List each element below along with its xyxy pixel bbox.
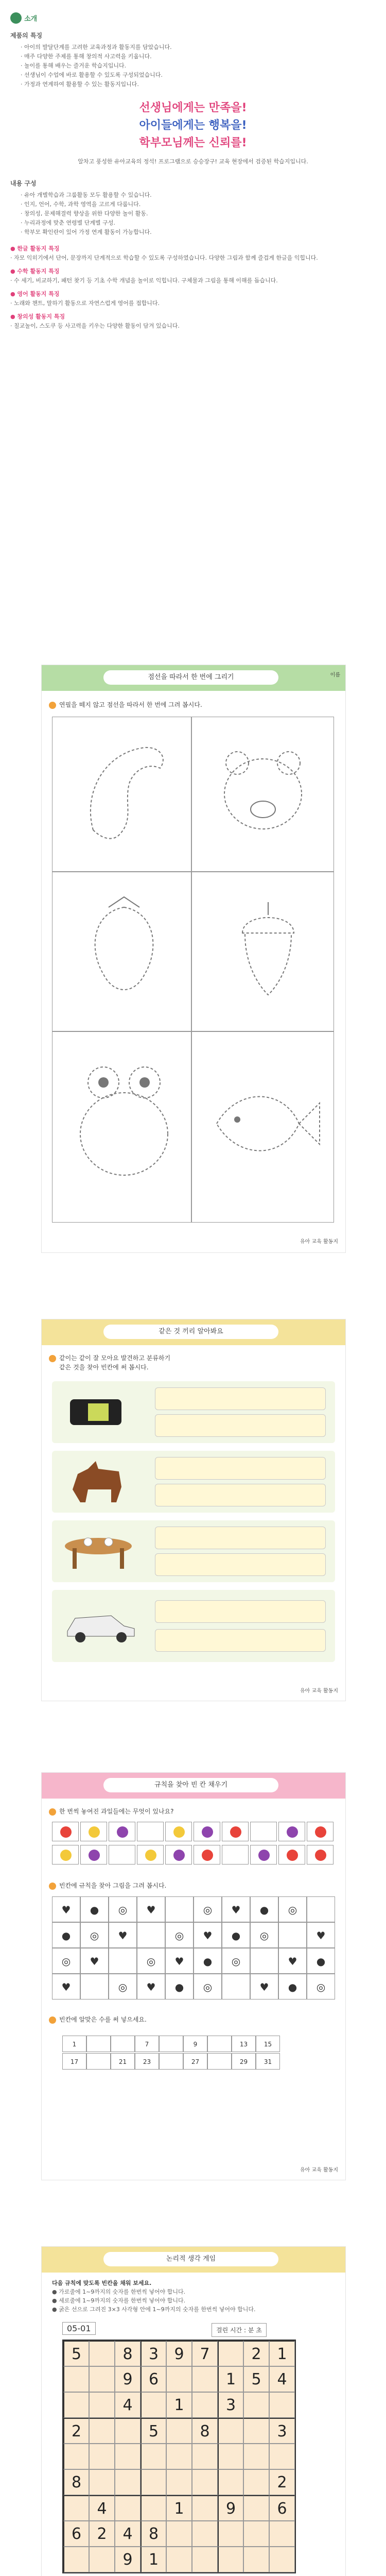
- number-cell[interactable]: [207, 2036, 232, 2052]
- symbol-cell[interactable]: ◎: [165, 1922, 194, 1948]
- sudoku-cell[interactable]: [89, 2444, 115, 2469]
- question-text: 한 번씩 놓여진 과일들에는 무엇이 있나요?: [59, 1808, 174, 1815]
- symbol-cell[interactable]: ◎: [278, 1896, 307, 1922]
- sudoku-cell[interactable]: [63, 2366, 89, 2392]
- feature-list: [21, 43, 376, 89]
- rule-line: ● 가로줄에 1~9까지의 숫자를 한번씩 넣어야 합니다.: [52, 2289, 186, 2295]
- rule-line: ● 세로줄에 1~9까지의 숫자를 한번씩 넣어야 합니다.: [52, 2297, 186, 2304]
- sudoku-cell[interactable]: [63, 2392, 89, 2418]
- symbol-cell[interactable]: ♥: [278, 1948, 307, 1974]
- sudoku-cell[interactable]: [218, 2521, 243, 2547]
- symbol-cell[interactable]: ♥: [109, 1922, 137, 1948]
- slogan-note: 알차고 풍성한 유아교육의 정석! 프로그램으로 승승장구! 교육 현장에서 검증된 학습지입니다.: [78, 158, 308, 165]
- sudoku-cell: 6: [63, 2521, 89, 2547]
- sudoku-cell: 3: [269, 2418, 295, 2444]
- sudoku-cell[interactable]: [141, 2392, 166, 2418]
- symbol-cell[interactable]: ♥: [250, 1974, 278, 1999]
- sudoku-cell[interactable]: [192, 2521, 218, 2547]
- sudoku-cell[interactable]: [115, 2444, 141, 2469]
- number-grid: [62, 2036, 284, 2072]
- fruit-cell: [278, 1845, 305, 1865]
- sudoku-cell[interactable]: [243, 2495, 269, 2521]
- sudoku-cell: 4: [269, 2366, 295, 2392]
- number-cell: 7: [135, 2036, 159, 2052]
- symbol-cell[interactable]: ◎: [137, 1948, 165, 1974]
- sudoku-cell: 5: [141, 2418, 166, 2444]
- symbol-cell[interactable]: [250, 1948, 278, 1974]
- sudoku-cell[interactable]: [243, 2547, 269, 2572]
- question-text: 연필을 떼지 않고 점선을 따라서 한 번에 그려 봅시다.: [59, 701, 202, 708]
- symbol-cell[interactable]: ●: [80, 1896, 109, 1922]
- question: [49, 1353, 170, 1372]
- content-item: · 창의성, 문제해결력 향상을 위한 다양한 놀이 활동.: [21, 210, 148, 217]
- sub-section-text: · 칠교놀이, 스도쿠 등 사고력을 키우는 다양한 활동이 담겨 있습니다.: [10, 323, 180, 329]
- acorn-icon: [227, 892, 309, 1010]
- question: [49, 700, 202, 709]
- fruit-icon: [117, 1826, 128, 1838]
- symbol-cell[interactable]: ●: [222, 1922, 250, 1948]
- sudoku-cell[interactable]: [218, 2469, 243, 2495]
- worksheet-sudoku: [41, 2246, 346, 2576]
- sudoku-cell[interactable]: [89, 2341, 115, 2366]
- symbol-cell[interactable]: ♥: [137, 1974, 165, 1999]
- sudoku-cell[interactable]: [269, 2444, 295, 2469]
- symbol-cell[interactable]: ♥: [52, 1896, 80, 1922]
- sudoku-cell: 1: [166, 2495, 192, 2521]
- sheet-title: 점선을 따라서 한 번에 그리기: [103, 670, 278, 685]
- fruit-cell: [80, 1822, 107, 1841]
- symbol-grid: [52, 1896, 335, 1999]
- number-cell[interactable]: [159, 2053, 183, 2070]
- sudoku-cell[interactable]: [269, 2392, 295, 2418]
- symbol-cell[interactable]: ♥: [52, 1974, 80, 1999]
- sub-section-title: ● 영어 활동지 특징: [10, 291, 60, 297]
- fruit-icon: [173, 1850, 185, 1861]
- badge-icon: [10, 12, 22, 24]
- fruit-cell: [109, 1822, 135, 1841]
- footer-note: 유아 교육 활동지: [300, 1688, 338, 1694]
- number-cell[interactable]: [207, 2053, 232, 2070]
- sudoku-cell[interactable]: [192, 2444, 218, 2469]
- number-cell: 1: [62, 2036, 86, 2052]
- sudoku-cell: 6: [269, 2495, 295, 2521]
- sub-sections: [10, 244, 376, 331]
- fruit-icon: [202, 1850, 213, 1861]
- number-cell: 17: [62, 2053, 86, 2070]
- symbol-cell[interactable]: ◎: [109, 1974, 137, 1999]
- symbol-cell[interactable]: ●: [52, 1922, 80, 1948]
- sudoku-cell[interactable]: [269, 2547, 295, 2572]
- rule-line: ● 굵은 선으로 그려진 3×3 사각형 안에 1~9까지의 숫자를 한번씩 넣어야 합니다.: [52, 2306, 256, 2313]
- intro-section: [10, 12, 376, 331]
- sudoku-rules: [52, 2279, 330, 2314]
- feature-item: · 가정과 연계하여 활용할 수 있는 활동지입니다.: [21, 81, 139, 88]
- sudoku-cell[interactable]: [218, 2444, 243, 2469]
- answer-box[interactable]: [155, 1527, 326, 1549]
- fruit-cell: [80, 1845, 107, 1865]
- footer-note: 유아 교육 활동지: [300, 2167, 338, 2173]
- sudoku-cell[interactable]: [243, 2418, 269, 2444]
- number-cell[interactable]: [86, 2053, 111, 2070]
- sudoku-cell: 4: [115, 2521, 141, 2547]
- symbol-cell[interactable]: ◎: [250, 1922, 278, 1948]
- sudoku-cell[interactable]: [115, 2418, 141, 2444]
- sudoku-cell[interactable]: [89, 2392, 115, 2418]
- dolphin-icon: [73, 732, 176, 851]
- sudoku-cell[interactable]: [166, 2469, 192, 2495]
- fruit-cell: [194, 1845, 220, 1865]
- sudoku-cell: 8: [115, 2341, 141, 2366]
- slogan-line: 선생님에게는 만족을!: [139, 101, 247, 114]
- question: [49, 2015, 147, 2024]
- answer-box[interactable]: [155, 1457, 326, 1480]
- sudoku-cell: 8: [192, 2418, 218, 2444]
- sudoku-cell[interactable]: [192, 2469, 218, 2495]
- sudoku-grid: [62, 2340, 296, 2573]
- symbol-cell[interactable]: ◎: [80, 1922, 109, 1948]
- sub-section-title: ● 한글 활동지 특징: [10, 245, 60, 252]
- answer-box[interactable]: [155, 1414, 326, 1437]
- sudoku-cell[interactable]: [63, 2495, 89, 2521]
- sudoku-cell: 9: [166, 2341, 192, 2366]
- sub-section-text: · 수 세기, 비교하기, 패턴 찾기 등 기초 수학 개념을 놀이로 익힙니다. 구체물과 그림을 통해 이해를 돕습니다.: [10, 277, 278, 284]
- sudoku-cell[interactable]: [192, 2495, 218, 2521]
- pencil-icon: [49, 1883, 56, 1890]
- sheet-header: [42, 665, 345, 691]
- sudoku-cell: 1: [141, 2547, 166, 2572]
- answer-box[interactable]: [155, 1629, 326, 1652]
- symbol-cell[interactable]: ♥: [137, 1896, 165, 1922]
- symbol-cell[interactable]: [165, 1896, 194, 1922]
- sudoku-cell[interactable]: [89, 2469, 115, 2495]
- number-cell[interactable]: [86, 2036, 111, 2052]
- sudoku-cell: 8: [141, 2521, 166, 2547]
- number-cell: 21: [111, 2053, 135, 2070]
- sudoku-cell: 3: [218, 2392, 243, 2418]
- sudoku-cell[interactable]: [115, 2469, 141, 2495]
- sheet-title: 같은 것 끼리 알아봐요: [103, 1325, 278, 1339]
- fruit-cell: [52, 1822, 79, 1841]
- content-item: · 누리과정에 맞춘 연령별 단계별 구성.: [21, 219, 115, 226]
- fruit-row: [52, 1822, 335, 1842]
- sudoku-cell: 9: [115, 2547, 141, 2572]
- feature-item: · 놀이를 통해 배우는 즐거운 학습지입니다.: [21, 62, 127, 69]
- bear-icon: [217, 737, 309, 840]
- fruit-icon: [287, 1826, 298, 1838]
- table-icon: [62, 1531, 134, 1572]
- slogan-line: 아이들에게는 행복을!: [139, 119, 247, 132]
- sudoku-cell[interactable]: [192, 2392, 218, 2418]
- puzzle-id: 05-01: [62, 2322, 96, 2335]
- fruit-icon: [258, 1850, 270, 1861]
- sudoku-cell[interactable]: [166, 2521, 192, 2547]
- sudoku-cell[interactable]: [166, 2444, 192, 2469]
- symbol-cell[interactable]: ♥: [80, 1948, 109, 1974]
- content-item: · 인지, 언어, 수학, 과학 영역을 고르게 다룹니다.: [21, 201, 141, 208]
- question-text: 같이는 같이 잘 모아요 발견하고 분류하기: [59, 1354, 171, 1362]
- sudoku-cell[interactable]: [218, 2418, 243, 2444]
- symbol-cell[interactable]: [109, 1948, 137, 1974]
- symbol-cell[interactable]: [278, 1922, 307, 1948]
- symbol-cell[interactable]: ♥: [222, 1896, 250, 1922]
- sudoku-cell[interactable]: [141, 2444, 166, 2469]
- question-text: 빈칸에 알맞은 수를 써 넣으세요.: [59, 2016, 147, 2023]
- fruit-icon: [89, 1850, 100, 1861]
- sudoku-cell: 1: [218, 2366, 243, 2392]
- number-cell: 31: [256, 2053, 280, 2070]
- name-label: 이름: [330, 672, 340, 678]
- worksheet-pattern: [41, 1772, 346, 2180]
- content-item: · 유아 개별학습과 그룹활동 모두 활용할 수 있습니다.: [21, 192, 152, 198]
- sudoku-cell: 2: [243, 2341, 269, 2366]
- classify-row: [52, 1381, 335, 1443]
- fruit-row: [52, 1845, 335, 1866]
- sudoku-cell[interactable]: [218, 2547, 243, 2572]
- sudoku-cell[interactable]: [192, 2366, 218, 2392]
- classify-row: [52, 1590, 335, 1662]
- sudoku-cell[interactable]: [218, 2341, 243, 2366]
- time-label: 걸린 시간 : 분 초: [212, 2323, 267, 2337]
- features-title: 제품의 특징: [10, 32, 43, 39]
- pencil-icon: [49, 1355, 56, 1362]
- symbol-cell[interactable]: ◎: [52, 1948, 80, 1974]
- sheet-title: 규칙을 찾아 빈 칸 채우기: [103, 1778, 278, 1792]
- number-cell[interactable]: [159, 2036, 183, 2052]
- sudoku-cell: 1: [166, 2392, 192, 2418]
- sudoku-cell: 4: [115, 2392, 141, 2418]
- frog-icon: [73, 1057, 176, 1191]
- symbol-cell[interactable]: ◎: [109, 1896, 137, 1922]
- sudoku-cell: 2: [89, 2521, 115, 2547]
- sheet-header: [42, 2247, 345, 2273]
- question: [49, 1881, 166, 1890]
- sub-section-text: · 노래와 챈트, 말하기 활동으로 자연스럽게 영어를 접합니다.: [10, 300, 160, 307]
- sudoku-cell[interactable]: [115, 2495, 141, 2521]
- sheet-header: [42, 1319, 345, 1345]
- sudoku-cell[interactable]: [243, 2521, 269, 2547]
- number-cell: 27: [183, 2053, 207, 2070]
- symbol-cell[interactable]: ♥: [165, 1948, 194, 1974]
- sudoku-cell[interactable]: [243, 2444, 269, 2469]
- question-text: 같은 것을 찾아 빈칸에 써 봅시다.: [59, 1364, 149, 1371]
- number-cell: 9: [183, 2036, 207, 2052]
- worksheet-tracing: [41, 665, 346, 1253]
- fruit-cell: [165, 1822, 192, 1841]
- pencil-icon: [49, 2016, 56, 2024]
- slogan: [10, 99, 376, 152]
- sudoku-cell[interactable]: [243, 2392, 269, 2418]
- sudoku-cell[interactable]: [192, 2547, 218, 2572]
- feature-item: · 매주 다양한 주제를 통해 창의적 사고력을 키웁니다.: [21, 53, 152, 60]
- sudoku-cell[interactable]: [63, 2547, 89, 2572]
- fruit-icon: [287, 1850, 298, 1861]
- sudoku-cell: 8: [63, 2469, 89, 2495]
- symbol-cell[interactable]: ◎: [307, 1974, 335, 1999]
- symbol-cell[interactable]: [307, 1896, 335, 1922]
- fruit-cell: [222, 1822, 249, 1841]
- sudoku-cell[interactable]: [269, 2521, 295, 2547]
- classify-row: [52, 1451, 335, 1513]
- sudoku-cell: 9: [218, 2495, 243, 2521]
- sudoku-cell: 2: [63, 2418, 89, 2444]
- classify-row: [52, 1520, 335, 1582]
- feature-item: · 선생님이 수업에 바로 활용할 수 있도록 구성되었습니다.: [21, 72, 163, 78]
- pencil-icon: [49, 1808, 56, 1816]
- answer-box[interactable]: [155, 1553, 326, 1576]
- worksheet-classify: [41, 1319, 346, 1701]
- fruit-cell: [307, 1845, 334, 1865]
- sudoku-cell: 5: [243, 2366, 269, 2392]
- fruit-cell: [109, 1845, 135, 1865]
- number-cell: 13: [232, 2036, 256, 2052]
- eraser-icon: [67, 1394, 124, 1430]
- sudoku-cell[interactable]: [243, 2469, 269, 2495]
- fruit-cell: [137, 1822, 164, 1841]
- symbol-cell[interactable]: ◎: [194, 1896, 222, 1922]
- fruit-icon: [230, 1826, 241, 1838]
- sheet-title: 논리적 생각 게임: [103, 2252, 278, 2266]
- fruit-cell: [52, 1845, 79, 1865]
- number-cell[interactable]: [111, 2036, 135, 2052]
- sudoku-cell: 1: [269, 2341, 295, 2366]
- sudoku-cell[interactable]: [89, 2418, 115, 2444]
- sudoku-cell: 3: [141, 2341, 166, 2366]
- fruit-cell: [137, 1845, 164, 1865]
- fruit-cell: [165, 1845, 192, 1865]
- number-cell: 23: [135, 2053, 159, 2070]
- badge: [10, 12, 37, 24]
- fruit-cell: [278, 1822, 305, 1841]
- sudoku-cell: 7: [192, 2341, 218, 2366]
- sub-section-title: ● 창의성 활동지 특징: [10, 313, 65, 320]
- sudoku-cell[interactable]: [89, 2366, 115, 2392]
- question: [49, 1807, 174, 1816]
- pencil-icon: [49, 702, 56, 709]
- fruit-icon: [315, 1826, 326, 1838]
- fruit-cell: [222, 1845, 249, 1865]
- symbol-cell[interactable]: ●: [194, 1948, 222, 1974]
- fruit-cell: [250, 1822, 277, 1841]
- fruit-icon: [89, 1826, 100, 1838]
- number-cell: 29: [232, 2053, 256, 2070]
- fruit-cell: [250, 1845, 277, 1865]
- horse-icon: [67, 1459, 129, 1505]
- badge-label: 소개: [24, 15, 38, 23]
- fruit-icon: [60, 1826, 72, 1838]
- symbol-cell[interactable]: ●: [278, 1974, 307, 1999]
- strawberry-icon: [83, 887, 165, 1010]
- footer-note: 유아 교육 활동지: [300, 1239, 338, 1245]
- rule-line: 다음 규칙에 맞도록 빈칸을 채워 보세요.: [52, 2280, 152, 2286]
- number-cell: 15: [256, 2036, 280, 2052]
- sheet-header: [42, 1773, 345, 1799]
- content-title: 내용 구성: [10, 180, 37, 187]
- fruit-cell: [307, 1822, 334, 1841]
- content-list: [21, 191, 376, 237]
- sudoku-cell: 2: [269, 2469, 295, 2495]
- symbol-cell[interactable]: [80, 1974, 109, 1999]
- sudoku-cell[interactable]: [89, 2547, 115, 2572]
- symbol-cell[interactable]: ●: [165, 1974, 194, 1999]
- symbol-cell[interactable]: ◎: [222, 1948, 250, 1974]
- symbol-cell[interactable]: [137, 1922, 165, 1948]
- feature-item: · 아이의 발달단계를 고려한 교육과정과 활동지를 담았습니다.: [21, 44, 172, 50]
- fruit-icon: [202, 1826, 213, 1838]
- fruit-icon: [60, 1850, 72, 1861]
- fruit-icon: [173, 1826, 185, 1838]
- symbol-cell[interactable]: [222, 1974, 250, 1999]
- fruit-cell: [194, 1822, 220, 1841]
- answer-box[interactable]: [155, 1484, 326, 1506]
- fruit-icon: [145, 1850, 156, 1861]
- content-item: · 학부모 확인란이 있어 가정 연계 활동이 가능합니다.: [21, 229, 152, 235]
- sudoku-cell: 6: [141, 2366, 166, 2392]
- sudoku-cell: 5: [63, 2341, 89, 2366]
- fruit-icon: [315, 1850, 326, 1861]
- symbol-cell[interactable]: ●: [307, 1948, 335, 1974]
- sub-section-text: · 자모 익히기에서 단어, 문장까지 단계적으로 학습할 수 있도록 구성하였습니다. 다양한 그림과 함께 즐겁게 한글을 익힙니다.: [10, 255, 318, 261]
- sudoku-cell: 9: [115, 2366, 141, 2392]
- sudoku-cell[interactable]: [166, 2547, 192, 2572]
- answer-box[interactable]: [155, 1600, 326, 1623]
- sudoku-cell: 4: [89, 2495, 115, 2521]
- sub-section-title: ● 수학 활동지 특징: [10, 268, 60, 275]
- symbol-cell[interactable]: ♥: [307, 1922, 335, 1948]
- car-icon: [62, 1605, 139, 1647]
- answer-box[interactable]: [155, 1387, 326, 1410]
- fish-icon: [206, 1072, 325, 1175]
- slogan-line: 학부모님께는 신뢰를!: [139, 137, 247, 149]
- symbol-cell[interactable]: ●: [250, 1896, 278, 1922]
- symbol-cell[interactable]: ◎: [194, 1974, 222, 1999]
- sudoku-cell[interactable]: [166, 2366, 192, 2392]
- symbol-cell[interactable]: ♥: [194, 1922, 222, 1948]
- question-text: 빈칸에 규칙을 찾아 그림을 그려 봅시다.: [59, 1882, 167, 1889]
- sudoku-cell[interactable]: [141, 2469, 166, 2495]
- sudoku-cell[interactable]: [141, 2495, 166, 2521]
- sudoku-cell[interactable]: [166, 2418, 192, 2444]
- sudoku-cell[interactable]: [63, 2444, 89, 2469]
